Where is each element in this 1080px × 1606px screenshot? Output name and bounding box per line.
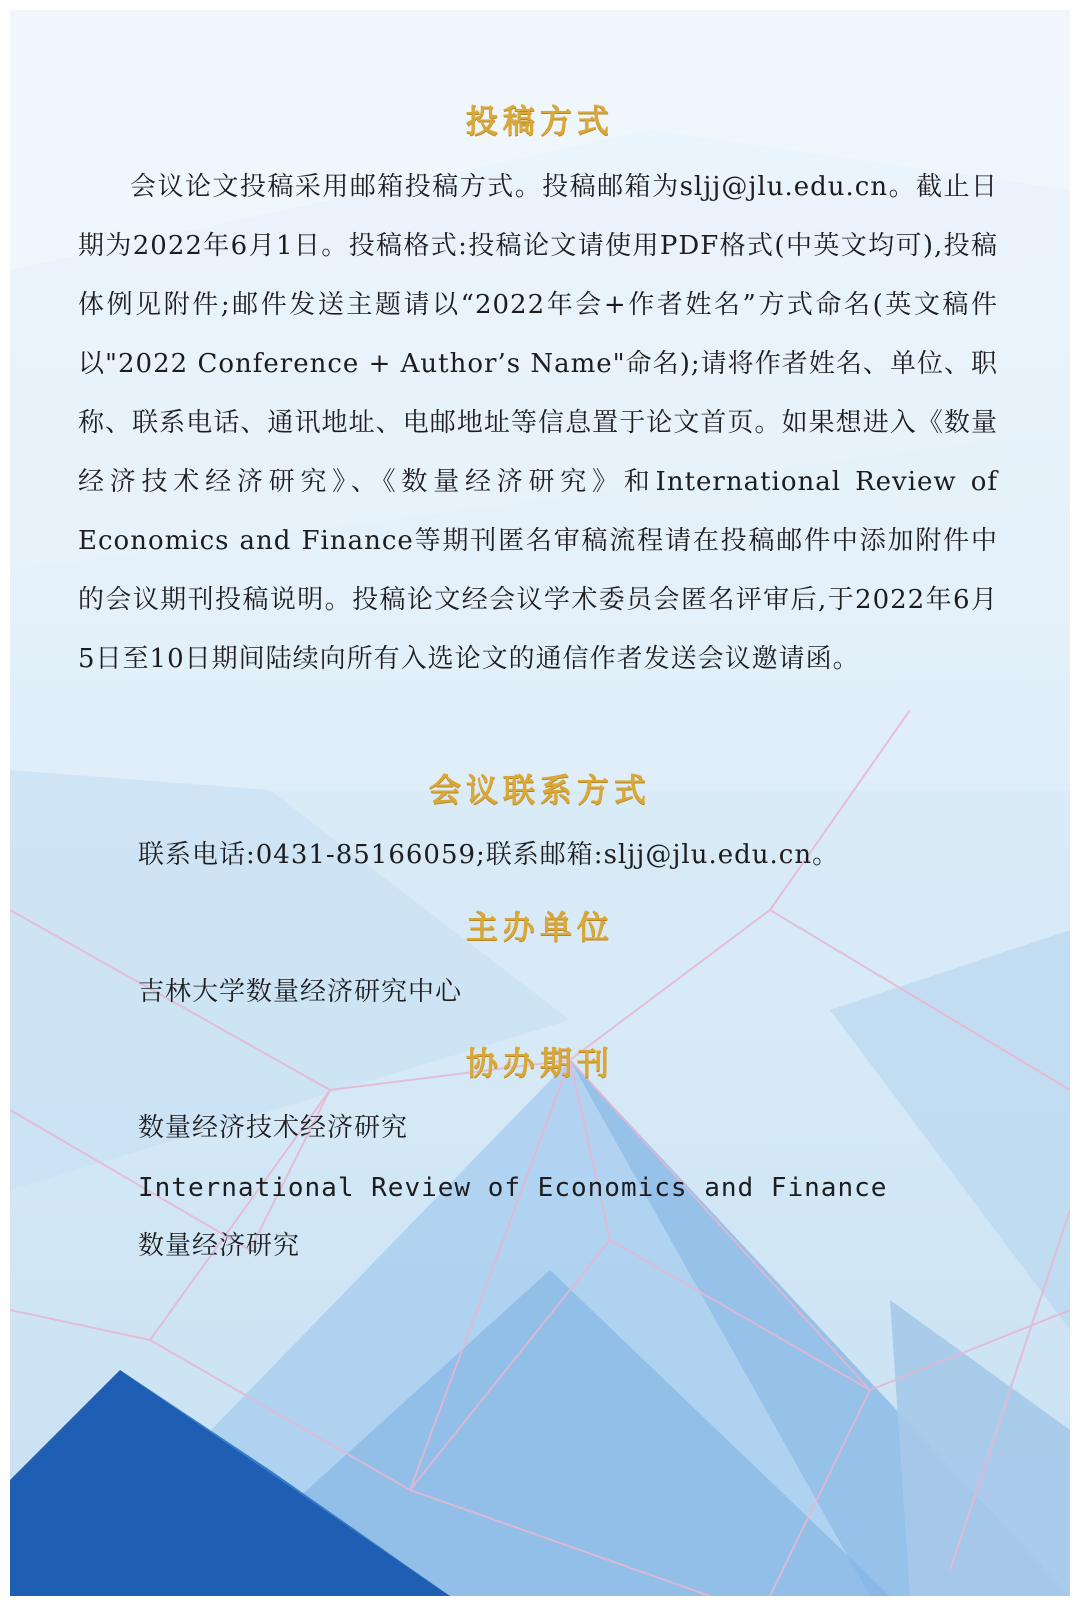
journal-item: International Review of Economics and Finance <box>138 1173 888 1203</box>
journal-item: 数量经济研究 <box>138 1231 301 1261</box>
journal-item: 数量经济技术经济研究 <box>138 1113 409 1143</box>
contact-line: 联系电话:0431-85166059;联系邮箱:sljj@jlu.edu.cn。 <box>138 840 840 870</box>
poster-page <box>10 10 1070 1596</box>
submission-paragraph: 会议论文投稿采用邮箱投稿方式。投稿邮箱为sljj@jlu.edu.cn。截止日期为2022年6月1日。投稿格式:投稿论文请使用PDF格式(中英文均可),投稿体例见附件;邮件发送主题请以“2022年会+作者姓名”方式命名(英文稿件以"2022 Conference + Author’s Name"命名);请将作者姓名、单位、职称、联系电话、通讯地址、电邮地址等信息置于论文首页。如果想进入《数量经济技术经济研究》、《数量经济研究》和International Review of Economics and Finance等期刊匿名审稿流程请在投稿邮件中添加附件中的会议期刊投稿说明。投稿论文经会议学术委员会匿名评审后,于2022年6月5日至10日期间陆续向所有入选论文的通信作者发送会议邀请函。 <box>78 172 998 674</box>
section-title-co-journals: 协办期刊 <box>465 1044 614 1082</box>
section-title-organizer: 主办单位 <box>465 908 614 946</box>
section-title-submission: 投稿方式 <box>465 102 614 140</box>
organizer-name: 吉林大学数量经济研究中心 <box>138 977 463 1007</box>
content-area <box>10 10 1070 1596</box>
section-title-contact: 会议联系方式 <box>428 771 651 809</box>
